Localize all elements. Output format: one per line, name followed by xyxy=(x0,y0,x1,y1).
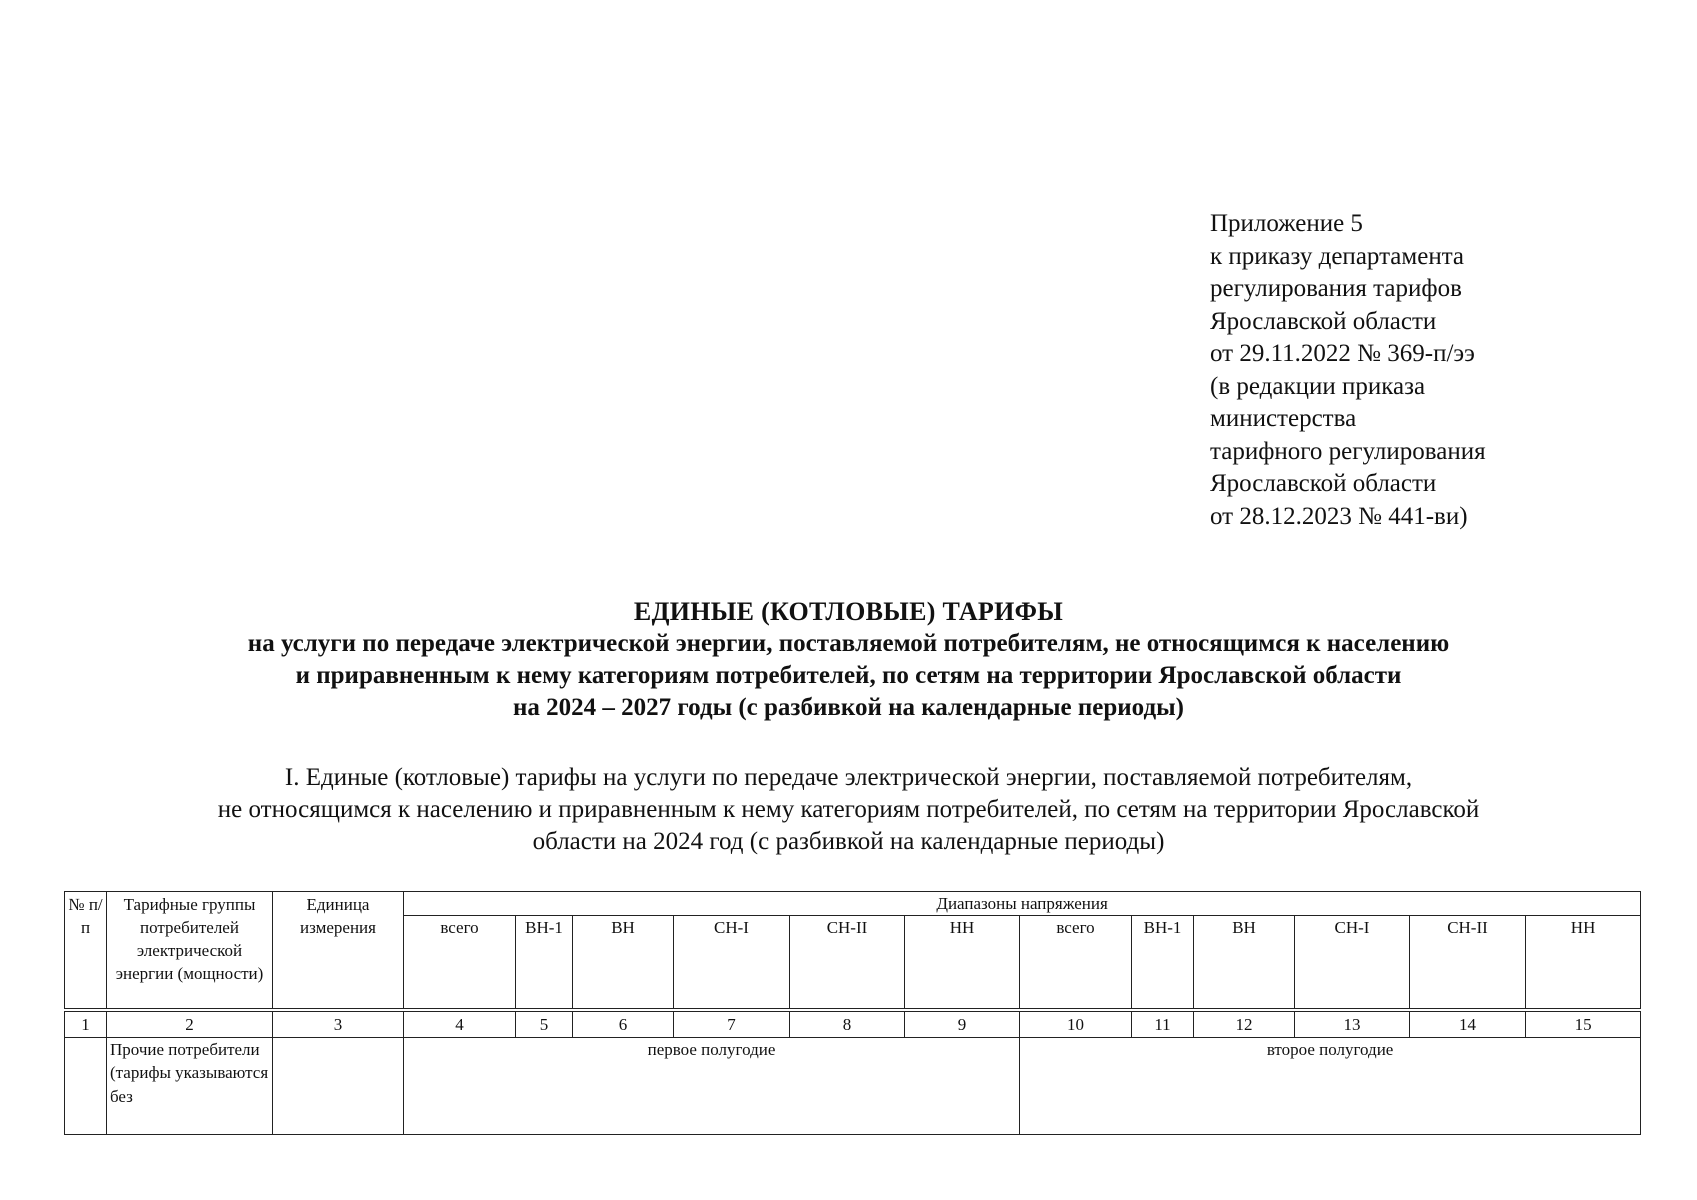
row-group-cell: Прочие потребители (тарифы указываются без xyxy=(107,1037,273,1134)
appendix-line: к приказу департамента xyxy=(1210,242,1465,270)
column-number: 8 xyxy=(790,1010,905,1037)
header-sub-nn: НН xyxy=(1526,916,1641,1011)
column-number: 5 xyxy=(516,1010,573,1037)
second-half-cell: второе полугодие xyxy=(1020,1037,1641,1134)
appendix-line: тарифного регулирования xyxy=(1210,437,1486,465)
tariff-table xyxy=(64,891,1641,1135)
column-number: 11 xyxy=(1132,1010,1194,1037)
title-line: на услуги по передаче электрической энергии, поставляемой потребителям, не относящимся к населению xyxy=(247,630,1450,657)
column-number: 6 xyxy=(573,1010,674,1037)
header-unit: Единица измерения xyxy=(273,892,404,1011)
row-unit-cell xyxy=(273,1037,404,1134)
title-main: ЕДИНЫЕ (КОТЛОВЫЕ) ТАРИФЫ xyxy=(633,597,1064,626)
row-num-cell xyxy=(65,1037,107,1134)
appendix-line: министерства xyxy=(1210,405,1357,432)
header-sub-sn2: СН-II xyxy=(1410,916,1526,1011)
header-sub-total: всего xyxy=(404,916,516,1011)
header-sub-total: всего xyxy=(1020,916,1132,1011)
column-number: 13 xyxy=(1295,1010,1410,1037)
table-row xyxy=(65,1037,1641,1134)
section-line: не относящимся к населению и приравненным к нему категориям потребителей, по сетям на территории Ярославской xyxy=(217,796,1480,823)
header-sub-vn: ВН xyxy=(1194,916,1295,1011)
appendix-line: Приложение 5 xyxy=(1210,210,1363,237)
header-voltage-ranges: Диапазоны напряжения xyxy=(404,892,1641,916)
column-number: 15 xyxy=(1526,1010,1641,1037)
column-number: 4 xyxy=(404,1010,516,1037)
appendix-line: регулирования тарифов xyxy=(1210,275,1462,302)
document-title xyxy=(0,596,1697,724)
column-number-row xyxy=(65,1010,1641,1037)
column-number: 1 xyxy=(65,1010,107,1037)
header-sub-sn2: СН-II xyxy=(790,916,905,1011)
appendix-line: от 29.11.2022 № 369-п/ээ xyxy=(1210,340,1475,367)
appendix-block xyxy=(1210,208,1486,533)
header-row xyxy=(65,892,1641,916)
section-heading xyxy=(0,762,1697,858)
header-sub-vn1: ВН-1 xyxy=(516,916,573,1011)
header-sub-sn1: СН-I xyxy=(674,916,790,1011)
column-number: 9 xyxy=(905,1010,1020,1037)
column-number: 2 xyxy=(107,1010,273,1037)
header-group: Тарифные группы потребителей электрической энергии (мощности) xyxy=(107,892,273,1011)
section-line: области на 2024 год (с разбивкой на календарные периоды) xyxy=(532,828,1165,855)
header-num: № п/п xyxy=(65,892,107,1011)
title-line: и приравненным к нему категориям потребителей, по сетям на территории Ярославской области xyxy=(295,662,1402,689)
header-sub-vn1: ВН-1 xyxy=(1132,916,1194,1011)
appendix-line: Ярославской области xyxy=(1210,470,1437,497)
section-line: I. Единые (котловые) тарифы на услуги по передаче электрической энергии, поставляемой потребителям, xyxy=(284,764,1413,791)
appendix-line: от 28.12.2023 № 441-ви) xyxy=(1210,502,1468,530)
column-number: 10 xyxy=(1020,1010,1132,1037)
column-number: 14 xyxy=(1410,1010,1526,1037)
first-half-cell: первое полугодие xyxy=(404,1037,1020,1134)
header-sub-vn: ВН xyxy=(573,916,674,1011)
title-line: на 2024 – 2027 годы (с разбивкой на календарные периоды) xyxy=(513,694,1184,721)
header-sub-nn: НН xyxy=(905,916,1020,1011)
appendix-line: (в редакции приказа xyxy=(1210,372,1426,400)
column-number: 12 xyxy=(1194,1010,1295,1037)
column-number: 7 xyxy=(674,1010,790,1037)
header-sub-sn1: СН-I xyxy=(1295,916,1410,1011)
appendix-line: Ярославской области xyxy=(1210,307,1437,335)
column-number: 3 xyxy=(273,1010,404,1037)
